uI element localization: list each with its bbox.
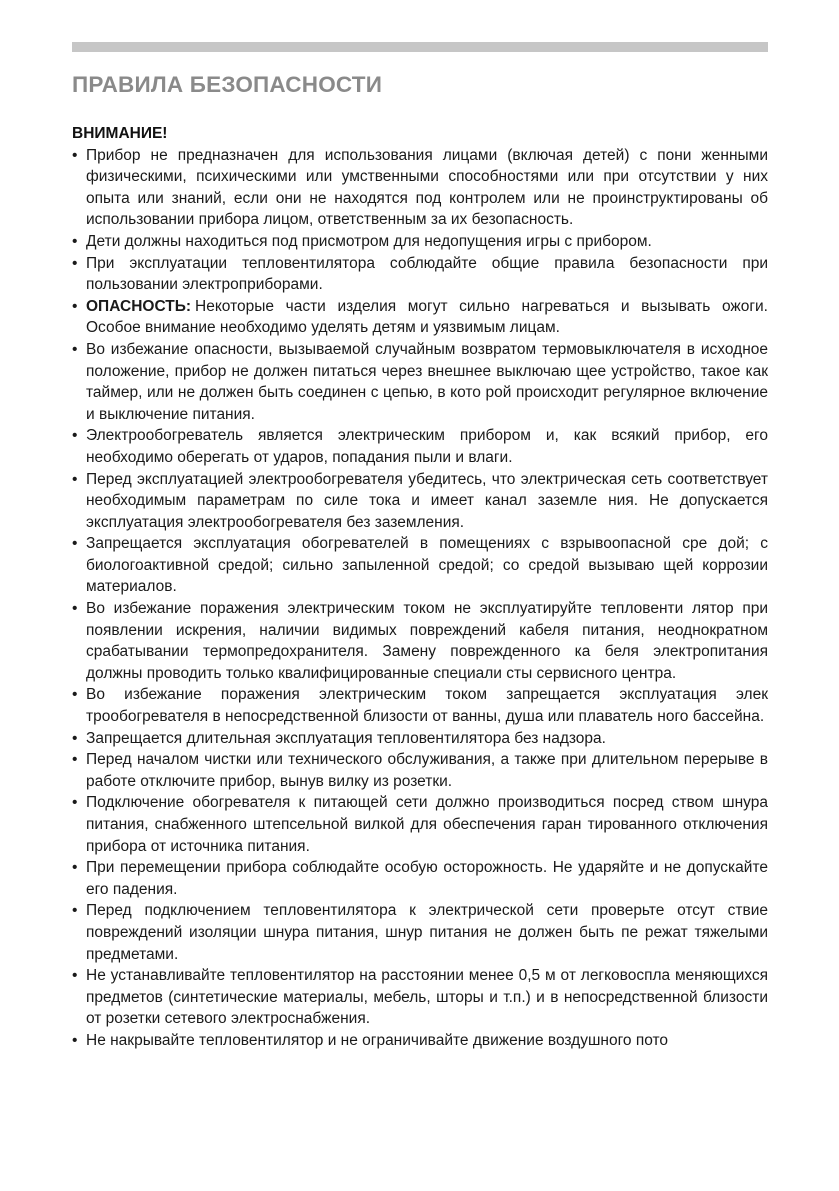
safety-rule-item — [72, 533, 768, 598]
safety-rule-text: Прибор не предназначен для использования лицами (включая детей) с пони женными физическими, психическими или умственными способностями или при отсутствии у них опыта или знаний, если они не находятся под контролем или не проинструктированы об использовании прибора лицом, ответственным за их безопасность. — [86, 146, 768, 229]
safety-rule-text: При перемещении прибора соблюдайте особую осторожность. Не ударяйте и не допускайте его падения. — [86, 859, 768, 898]
safety-rule-item — [72, 339, 768, 425]
safety-rule-item — [72, 792, 768, 857]
header-rule — [72, 42, 768, 52]
safety-rule-text: Дети должны находиться под присмотром для недопущения игры с прибором. — [86, 232, 652, 250]
safety-rule-item — [72, 145, 768, 231]
safety-rule-item — [72, 296, 768, 339]
safety-rule-text: Во избежание поражения электрическим током не эксплуатируйте тепловенти лятор при появлении искрения, наличии видимых повреждений кабеля питания, неоднократном срабатывании термопредохранителя. Замену поврежденного ка беля электропитания должны проводить только квалифицированные специали сты сервисного центра. — [86, 600, 768, 682]
safety-rule-text: Перед началом чистки или технического обслуживания, а также при длительном перерыве в работе отключите прибор, вынув вилку из розетки. — [86, 751, 768, 790]
safety-rule-item — [72, 231, 768, 253]
safety-rule-text: Во избежание опасности, вызываемой случайным возвратом термовыключателя в исходное положение, прибор не должен питаться через внешнее выключаю щее устройство, такое как таймер, или не должен быть соединен с цепью, в кото рой происходит регулярное включение и выключение питания. — [86, 340, 768, 423]
safety-rules-list — [72, 145, 768, 1052]
manual-page — [72, 42, 768, 1052]
safety-rule-text: Перед эксплуатацией электрообогревателя убедитесь, что электрическая сеть соответствует необходимым параметрам по силе тока и имеет канал заземле ния. Не допускается эксплуатация электрообогревателя без заземления. — [86, 470, 768, 531]
safety-rule-text: Перед подключением тепловентилятора к электрической сети проверьте отсут ствие повреждений изоляции шнура питания, шнур питания не должен быть пе режат тяжелыми предметами. — [86, 902, 768, 963]
safety-rule-item — [72, 598, 768, 684]
warning-heading: ВНИМАНИЕ! — [72, 125, 168, 142]
safety-rule-item — [72, 728, 768, 750]
safety-rule-item — [72, 965, 768, 1030]
page-title: ПРАВИЛА БЕЗОПАСНОСТИ — [72, 72, 383, 97]
safety-rule-item — [72, 469, 768, 534]
safety-rule-item — [72, 749, 768, 792]
safety-rule-item — [72, 857, 768, 900]
safety-rule-text: При эксплуатации тепловентилятора соблюдайте общие правила безопасности при пользовании электроприборами. — [86, 254, 768, 294]
safety-rule-text: Некоторые части изделия могут сильно нагреваться и вызывать ожоги. Особое внимание необходимо уделять детям и уязвимым лицам. — [86, 297, 768, 337]
safety-rule-item — [72, 425, 768, 468]
safety-rule-text: Во избежание поражения электрическим током запрещается эксплуатация элек трообогревателя в непосредственной близости от ванны, душа или плаватель ного бассейна. — [86, 686, 768, 726]
safety-rule-item — [72, 684, 768, 727]
danger-label: ОПАСНОСТЬ: — [86, 297, 192, 315]
safety-rule-item — [72, 900, 768, 965]
safety-rule-text: Подключение обогревателя к питающей сети должно производиться посред ством шнура питания, снабженного штепсельной вилкой для обеспечения гаран тированного отключения прибора от источника питания. — [86, 794, 768, 855]
safety-rule-text: Не устанавливайте тепловентилятор на расстоянии менее 0,5 м от легковоспла меняющихся предметов (синтетические материалы, мебель, шторы и т.п.) и в непосредственной близости от розетки сетевого электроснабжения. — [86, 967, 768, 1028]
safety-rule-text: Запрещается эксплуатация обогревателей в помещениях с взрывоопасной сре дой; с биологоактивной средой; сильно запыленной средой; со средой вызываю щей коррозии материалов. — [86, 535, 768, 596]
safety-rule-item — [72, 253, 768, 296]
safety-rule-text: Запрещается длительная эксплуатация тепловентилятора без надзора. — [86, 729, 606, 747]
safety-rule-item — [72, 1030, 768, 1052]
safety-rule-text: Не накрывайте тепловентилятор и не ограничивайте движение воздушного пото — [86, 1031, 669, 1049]
safety-rule-text: Электрообогреватель является электрическим прибором и, как всякий прибор, его необходимо оберегать от ударов, попадания пыли и влаги. — [86, 427, 768, 466]
